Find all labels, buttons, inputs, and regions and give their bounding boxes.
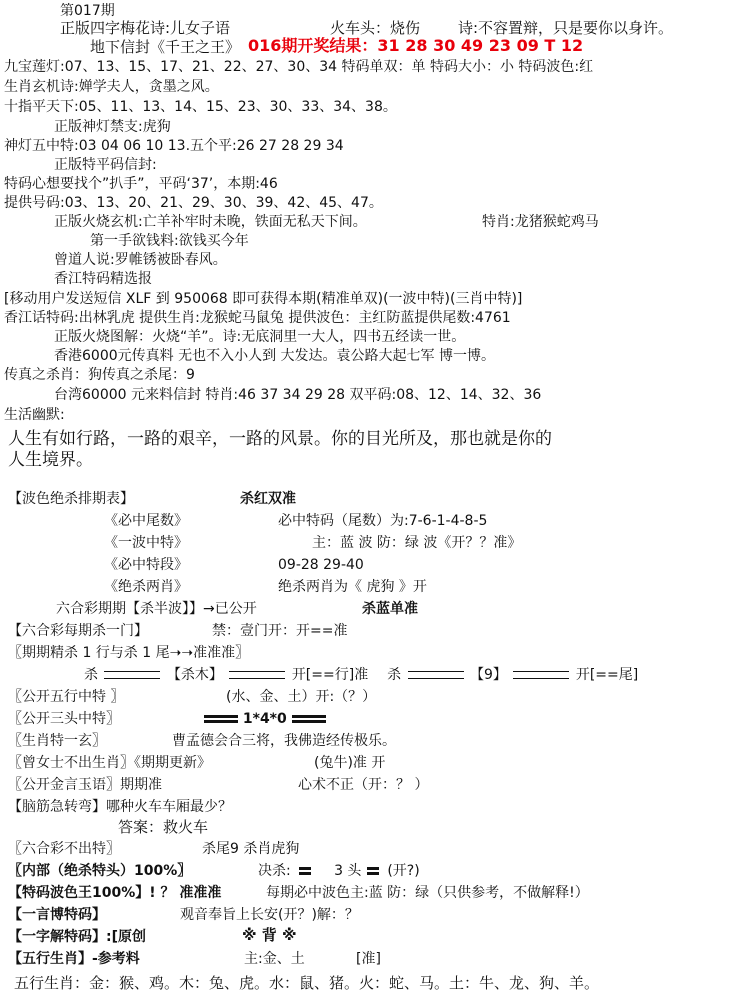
t10-value: (水、金、土）开:（？） [226,689,377,705]
t14-label: 〖公开金言玉语〗期期准 [8,777,162,793]
line-fire-diagram: 正版火烧图解：火烧“羊”。诗:无底洞里一大人，四书五经读一世。 [54,329,466,345]
line-ten-fingers: 十指平天下:05、11、13、14、15、23、30、33、34、38。 [4,99,397,115]
line-humor-2: 人生境界。 [8,450,93,470]
t23-five-elements: 五行生肖：金：猴、鸡。木：兔、虎。水：鼠、猪。火：蛇、马。土：牛、龙、狗、羊。 [14,974,600,992]
t18-head: 3 头 [334,863,362,879]
t5-label: 《绝杀两肖》 [104,579,188,595]
t4-label: 《必中特段》 [104,557,188,573]
t22-mark: [准] [356,951,381,967]
t18-kill: 决杀: [258,863,291,879]
t16-answer: 答案：救火车 [118,818,209,836]
line-zodiac-poem: 生肖玄机诗:婵学夫人，贪墨之风。 [4,79,219,95]
t4-value: 09-28 29-40 [278,557,364,573]
t19-value: 每期必中波色主:蓝 防：绿（只供参考，不做解释!） [266,885,589,901]
line-humor-1: 人生有如行路，一路的艰辛，一路的风景。你的目光所及，那也就是你的 [8,429,552,449]
t18-label: 〖内部（绝杀特头）100%〗 [8,863,192,879]
draw-result: 016期开奖结果：31 28 30 49 23 09 T 12 [248,36,584,55]
t19-label: 【特码波色王100%】! ？ 准准准 [8,885,222,901]
t9-nine: 【9】 [470,667,507,683]
line-envelope: 正版特平码信封: [54,157,157,173]
t20-value: 观音奉旨上长安(开？)解：？ [180,907,359,923]
t20-label: 【一言博特码】 [8,907,106,923]
t9-kill: 杀 [84,667,98,683]
double-rule [408,671,464,679]
line-fax-kill: 传真之杀肖：狗传真之杀尾：9 [4,367,195,383]
line-words: 香江话特码:出林乳虎 提供生肖:龙猴蛇马鼠兔 提供波色：主红防蓝提供尾数:4761 [4,310,511,326]
t18-row [258,862,420,880]
issue-number: 第017期 [60,3,115,19]
t9-wood: 【杀木】 [166,667,223,683]
line-hk-fax: 香港6000元传真料 无也不入小人到 大发达。袁公路大起七军 博一博。 [54,348,495,364]
t8-line: 〖期期精杀 1 行与杀 1 尾➝➝准准准〗 [8,645,250,661]
line-nine-treasure: 九宝莲灯:07、13、15、17、21、22、27、30、34 特码单双：单 特码大小：小 特码波色:红 [4,59,594,75]
t13-value: (兔牛)准 开 [314,755,386,771]
t1-title: 【波色绝杀排期表】 [8,491,134,507]
t17-value: 杀尾9 杀肖虎狗 [202,841,300,857]
t5-value: 绝杀两肖为《 虎狗 》开 [278,579,427,595]
t15-riddle: 【脑筋急转弯】哪种火车车厢最少？ [8,799,232,815]
equals-mark [367,867,379,875]
t9-row [84,666,638,684]
line-first-hand: 第一手欲钱料:欲钱买今年 [90,233,249,249]
envelope-title: 地下信封《千王之王》 [90,38,241,56]
double-rule [513,671,569,679]
plum-poem: 正版四字梅花诗:儿女子语 [60,19,231,37]
train-head: 火车头：烧伤 [330,19,421,37]
t7-value: 禁：壹门开：开==准 [212,623,348,639]
line-provided-numbers: 提供号码:03、13、20、21、29、30、39、42、45、47。 [4,195,383,211]
t2-label: 《必中尾数》 [104,513,188,529]
line-pickpocket: 特码心想要找个”扒手”，平码‘37’，本期:46 [4,176,278,192]
t2-value: 必中特码（尾数）为:7-6-1-4-8-5 [278,513,488,529]
double-rule [229,671,285,679]
t22-value: 主:金、土 [244,951,305,967]
t17-label: 〖六合彩不出特〗 [8,841,120,857]
t21-label: 【一字解特码】:[原创 [8,929,146,945]
t10-label: 〖公开五行中特 〗 [8,689,125,705]
t11-value: 1*4*0 [242,711,287,727]
t7-label: 【六合彩每期杀一门】 [8,623,148,639]
line-sms: [移动用户发送短信 XLF 到 950068 即可获得本期(精准单双)(一波中特)(三肖中特)] [4,291,523,307]
poem-line: 诗:不容置辩，只是要你以身许。 [458,19,674,37]
t9-open-row: 开[==行]准 [291,667,369,683]
t1-red-double: 杀红双准 [240,491,296,507]
thick-rule [204,715,238,723]
t3-value: 主：蓝 波 防：绿 波《开？？准》 [312,535,522,551]
t14-value: 心术不正（开：？ ） [298,777,429,793]
equals-mark [299,867,311,875]
t13-label: 〖曾女士不出生肖〗《期期更新》 [8,755,211,771]
line-special-zodiac: 特肖:龙猪猴蛇鸡马 [482,214,599,230]
line-humor-title: 生活幽默: [4,407,65,423]
t6-label: 六合彩期期【杀半波】】→已公开 [56,601,257,617]
line-xiangjiang: 香江特码精选报 [54,271,152,287]
t9-kill-2: 杀 [387,667,402,683]
double-rule [104,671,160,679]
t12-label: 〖生肖特一玄〗 [8,733,106,749]
thick-rule [292,715,326,723]
t9-open-tail: 开[==尾] [575,667,639,683]
line-taiwan: 台湾60000 元来料信封 特肖:46 37 34 29 28 双平码:08、12、14、32、36 [54,387,542,403]
line-forbidden: 正版神灯禁支:虎狗 [54,119,171,135]
t11-label: 〖公开三头中特〗 [8,711,120,727]
line-zeng-says: 曾道人说:罗帷锈被卧春风。 [54,252,227,268]
t12-value: 曹孟德会合三将，我佛造经传极乐。 [172,733,396,749]
t18-open: (开?) [387,863,420,879]
t6-value: 杀蓝单准 [362,601,418,617]
line-fire-mystery: 正版火烧玄机:亡羊补牢时未晚，铁面无私天下间。 [54,214,367,230]
line-five-numbers: 神灯五中特:03 04 06 10 13.五个平:26 27 28 29 34 [4,138,344,154]
t22-label: 【五行生肖】-参考料 [8,951,140,967]
t3-label: 《一波中特》 [104,535,188,551]
t21-value: ※ 背 ※ [242,926,297,944]
t11-row [204,710,326,728]
